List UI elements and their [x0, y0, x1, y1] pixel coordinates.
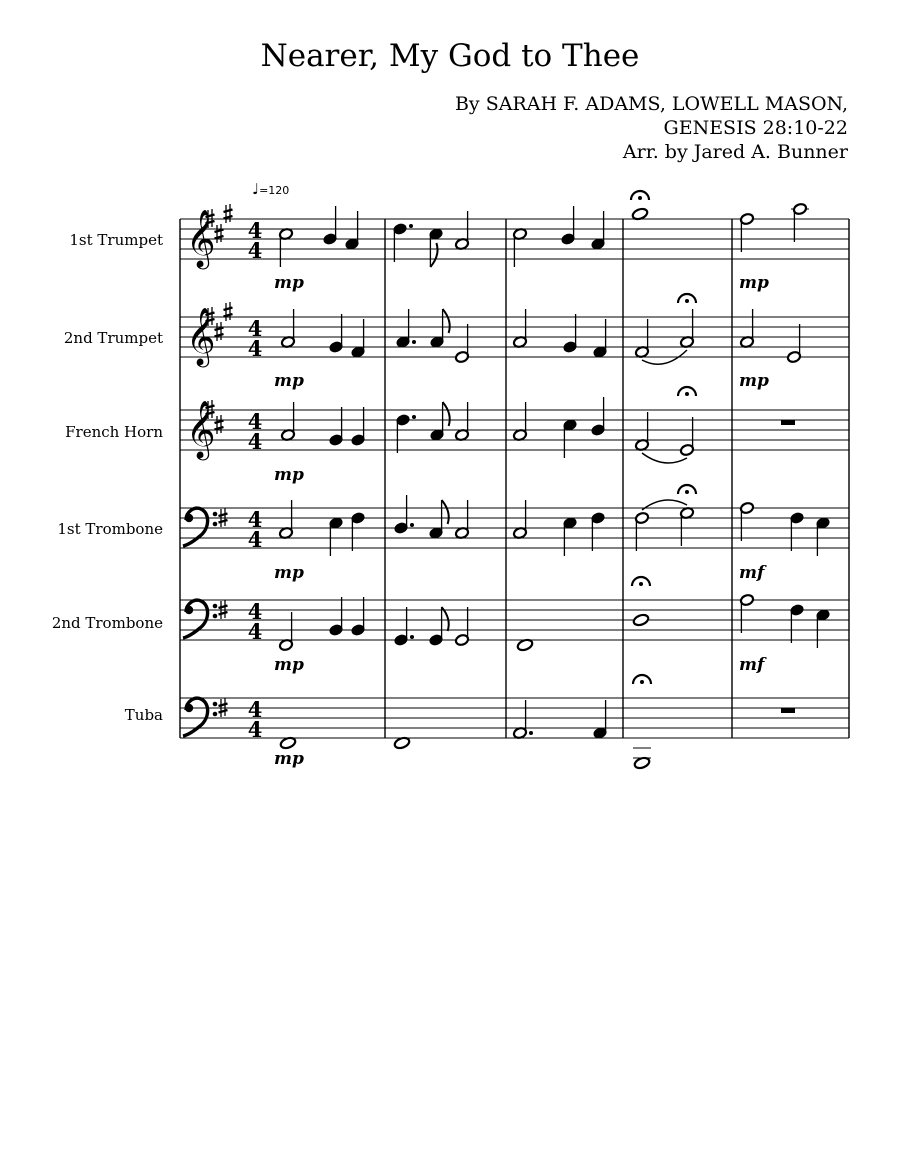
fermata-dot [685, 490, 689, 494]
fermata-dot [639, 582, 643, 586]
time-signature-denominator: 4 [247, 527, 263, 552]
time-signature-denominator: 4 [247, 619, 263, 644]
dynamic-marking: mp [274, 563, 304, 583]
fermata-dot [638, 196, 642, 200]
dynamic-marking: mp [274, 371, 304, 391]
part-label-tuba: Tuba [124, 706, 163, 724]
bass-clef-icon [183, 600, 217, 638]
bass-clef-icon [183, 508, 217, 546]
treble-clef-icon: 𝄞 [186, 400, 216, 458]
tempo-value: =120 [259, 184, 290, 197]
quarter-note-icon: ♩ [252, 180, 260, 198]
dynamic-marking: mp [274, 749, 304, 769]
time-signature-numerator: 4 [247, 218, 263, 243]
note-flag [442, 500, 449, 524]
dynamic-marking: mp [739, 273, 769, 293]
composer-credit-line-1: By SARAH F. ADAMS, LOWELL MASON, [454, 93, 848, 115]
dynamic-marking: mp [739, 371, 769, 391]
fermata-dot [685, 299, 689, 303]
part-label-2nd-trumpet: 2nd Trumpet [63, 329, 163, 347]
time-signature-numerator: 4 [247, 409, 263, 434]
whole-rest-icon [781, 708, 795, 713]
time-signature-numerator: 4 [247, 316, 263, 341]
time-signature-denominator: 4 [247, 238, 263, 263]
dynamic-marking: mf [739, 563, 765, 583]
time-signature-denominator: 4 [247, 429, 263, 454]
note-flag [443, 309, 450, 333]
fermata-dot [640, 680, 644, 684]
dynamic-marking: mp [274, 465, 304, 485]
slur [642, 500, 687, 510]
dynamic-marking: mp [274, 655, 304, 675]
augmentation-dot [409, 224, 413, 228]
time-signature-denominator: 4 [247, 336, 263, 361]
whole-rest-icon [781, 420, 795, 425]
time-signature-numerator: 4 [247, 507, 263, 532]
augmentation-dot [529, 731, 533, 735]
time-signature-numerator: 4 [247, 697, 263, 722]
note-flag [430, 243, 437, 267]
key-signature-sharp-icon [224, 204, 233, 223]
bass-clef-icon [183, 698, 217, 736]
part-label-french-horn: French Horn [65, 423, 163, 441]
key-signature-sharp-icon [215, 415, 224, 434]
key-signature-sharp-icon [215, 322, 224, 341]
augmentation-dot [410, 635, 414, 639]
treble-clef-icon: 𝄞 [186, 307, 216, 365]
dynamic-marking: mp [274, 273, 304, 293]
augmentation-dot [412, 415, 416, 419]
key-signature-sharp-icon [224, 302, 233, 321]
part-label-1st-trombone: 1st Trombone [57, 520, 163, 538]
dynamic-marking: mf [739, 655, 765, 675]
part-label-2nd-trombone: 2nd Trombone [51, 614, 163, 632]
treble-clef-icon: 𝄞 [186, 209, 216, 267]
score-title: Nearer, My God to Thee [260, 38, 640, 74]
arranger-credit: Arr. by Jared A. Bunner [622, 141, 848, 163]
time-signature-denominator: 4 [247, 717, 263, 742]
composer-credit-line-2: GENESIS 28:10-22 [663, 117, 848, 139]
augmentation-dot [412, 340, 416, 344]
fermata-dot [685, 392, 689, 396]
key-signature-sharp-icon [215, 224, 224, 243]
slur [642, 453, 687, 463]
note-flag [442, 607, 449, 631]
part-label-1st-trumpet: 1st Trumpet [69, 231, 163, 249]
time-signature-numerator: 4 [247, 599, 263, 624]
note-flag [443, 402, 450, 426]
augmentation-dot [410, 523, 414, 527]
note-head [632, 613, 649, 627]
